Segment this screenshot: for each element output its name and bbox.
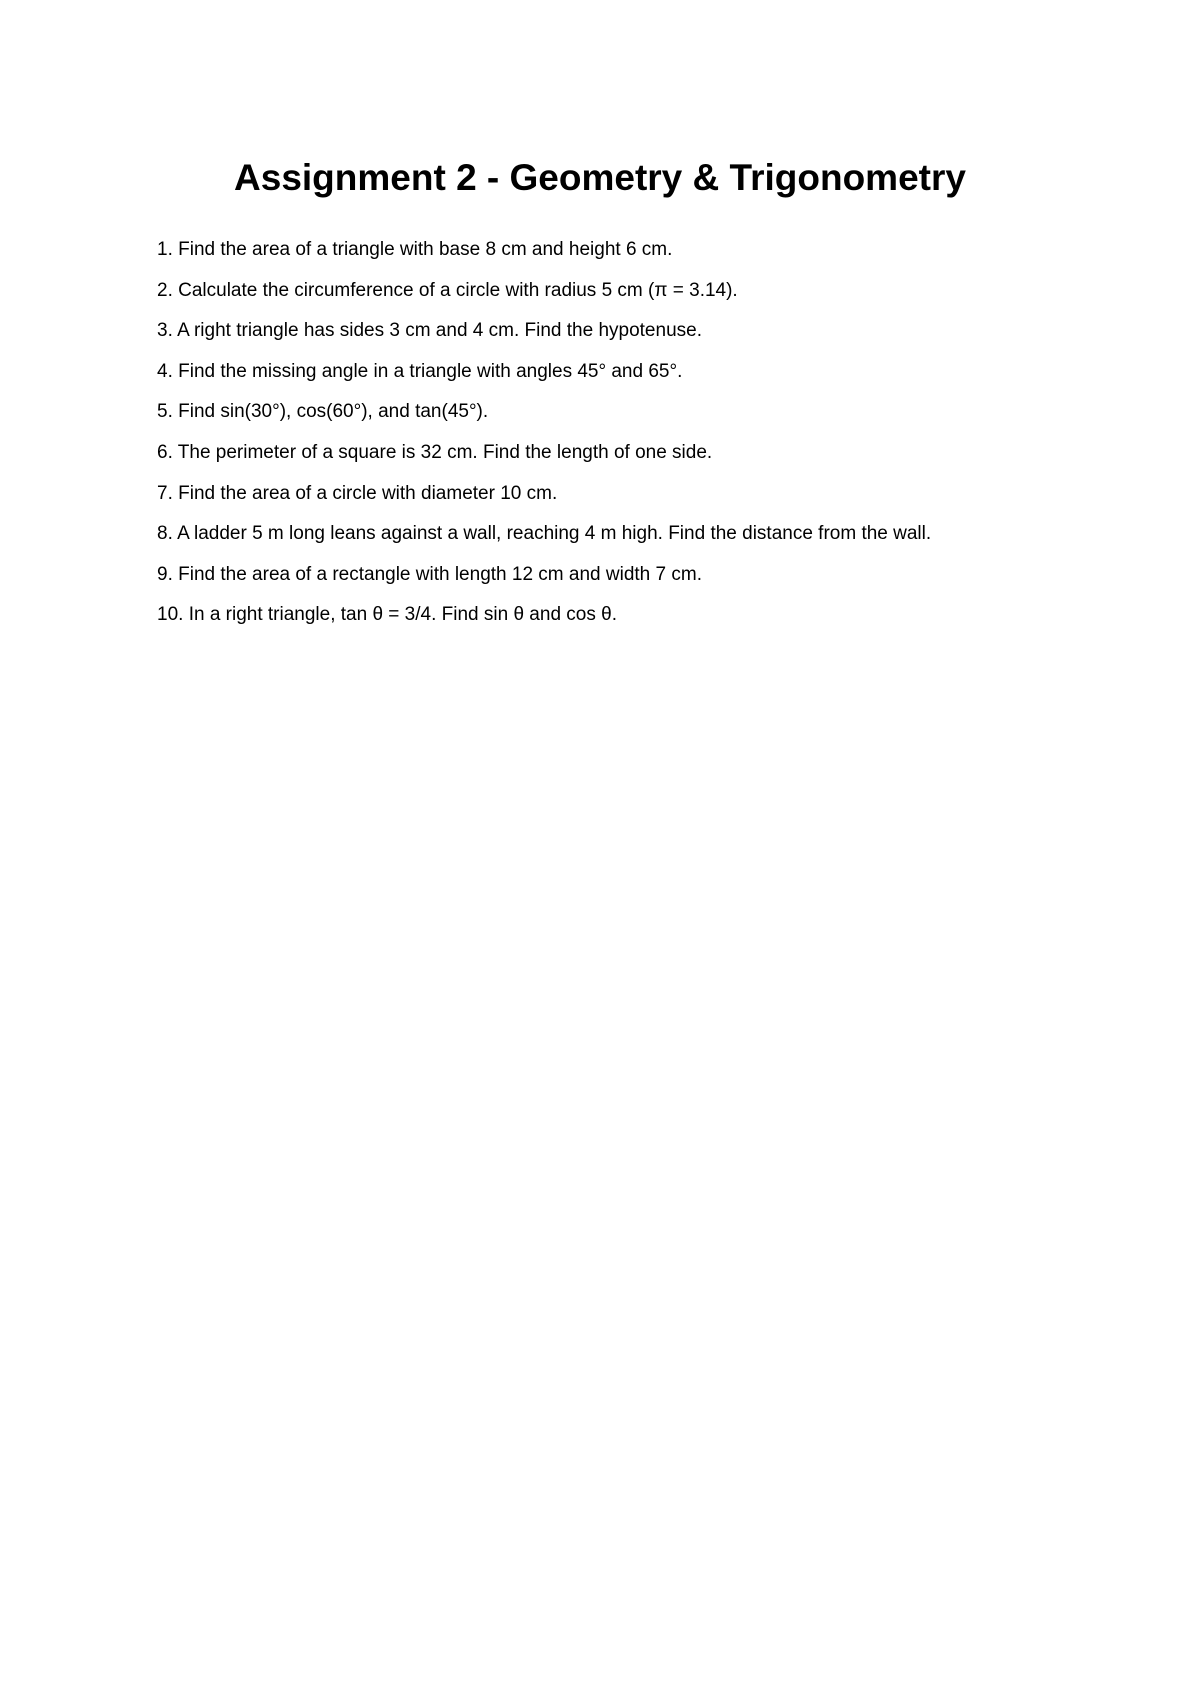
question-4: 4. Find the missing angle in a triangle with angles 45° and 65°.: [157, 360, 683, 382]
question-7: 7. Find the area of a circle with diameter 10 cm.: [157, 482, 558, 504]
question-9: 9. Find the area of a rectangle with length 12 cm and width 7 cm.: [157, 563, 702, 585]
question-8: 8. A ladder 5 m long leans against a wall, reaching 4 m high. Find the distance from the wall.: [157, 523, 932, 545]
question-list: [157, 238, 1037, 644]
question-3: 3. A right triangle has sides 3 cm and 4 cm. Find the hypotenuse.: [157, 320, 702, 342]
question-10: 10. In a right triangle, tan θ = 3/4. Find sin θ and cos θ.: [157, 604, 617, 626]
question-2: 2. Calculate the circumference of a circle with radius 5 cm (π = 3.14).: [157, 279, 738, 301]
question-1: 1. Find the area of a triangle with base 8 cm and height 6 cm.: [157, 239, 673, 260]
page-title: Assignment 2 - Geometry & Trigonometry: [234, 157, 966, 198]
question-5: 5. Find sin(30°), cos(60°), and tan(45°).: [157, 401, 489, 423]
question-6: 6. The perimeter of a square is 32 cm. Find the length of one side.: [157, 441, 713, 463]
